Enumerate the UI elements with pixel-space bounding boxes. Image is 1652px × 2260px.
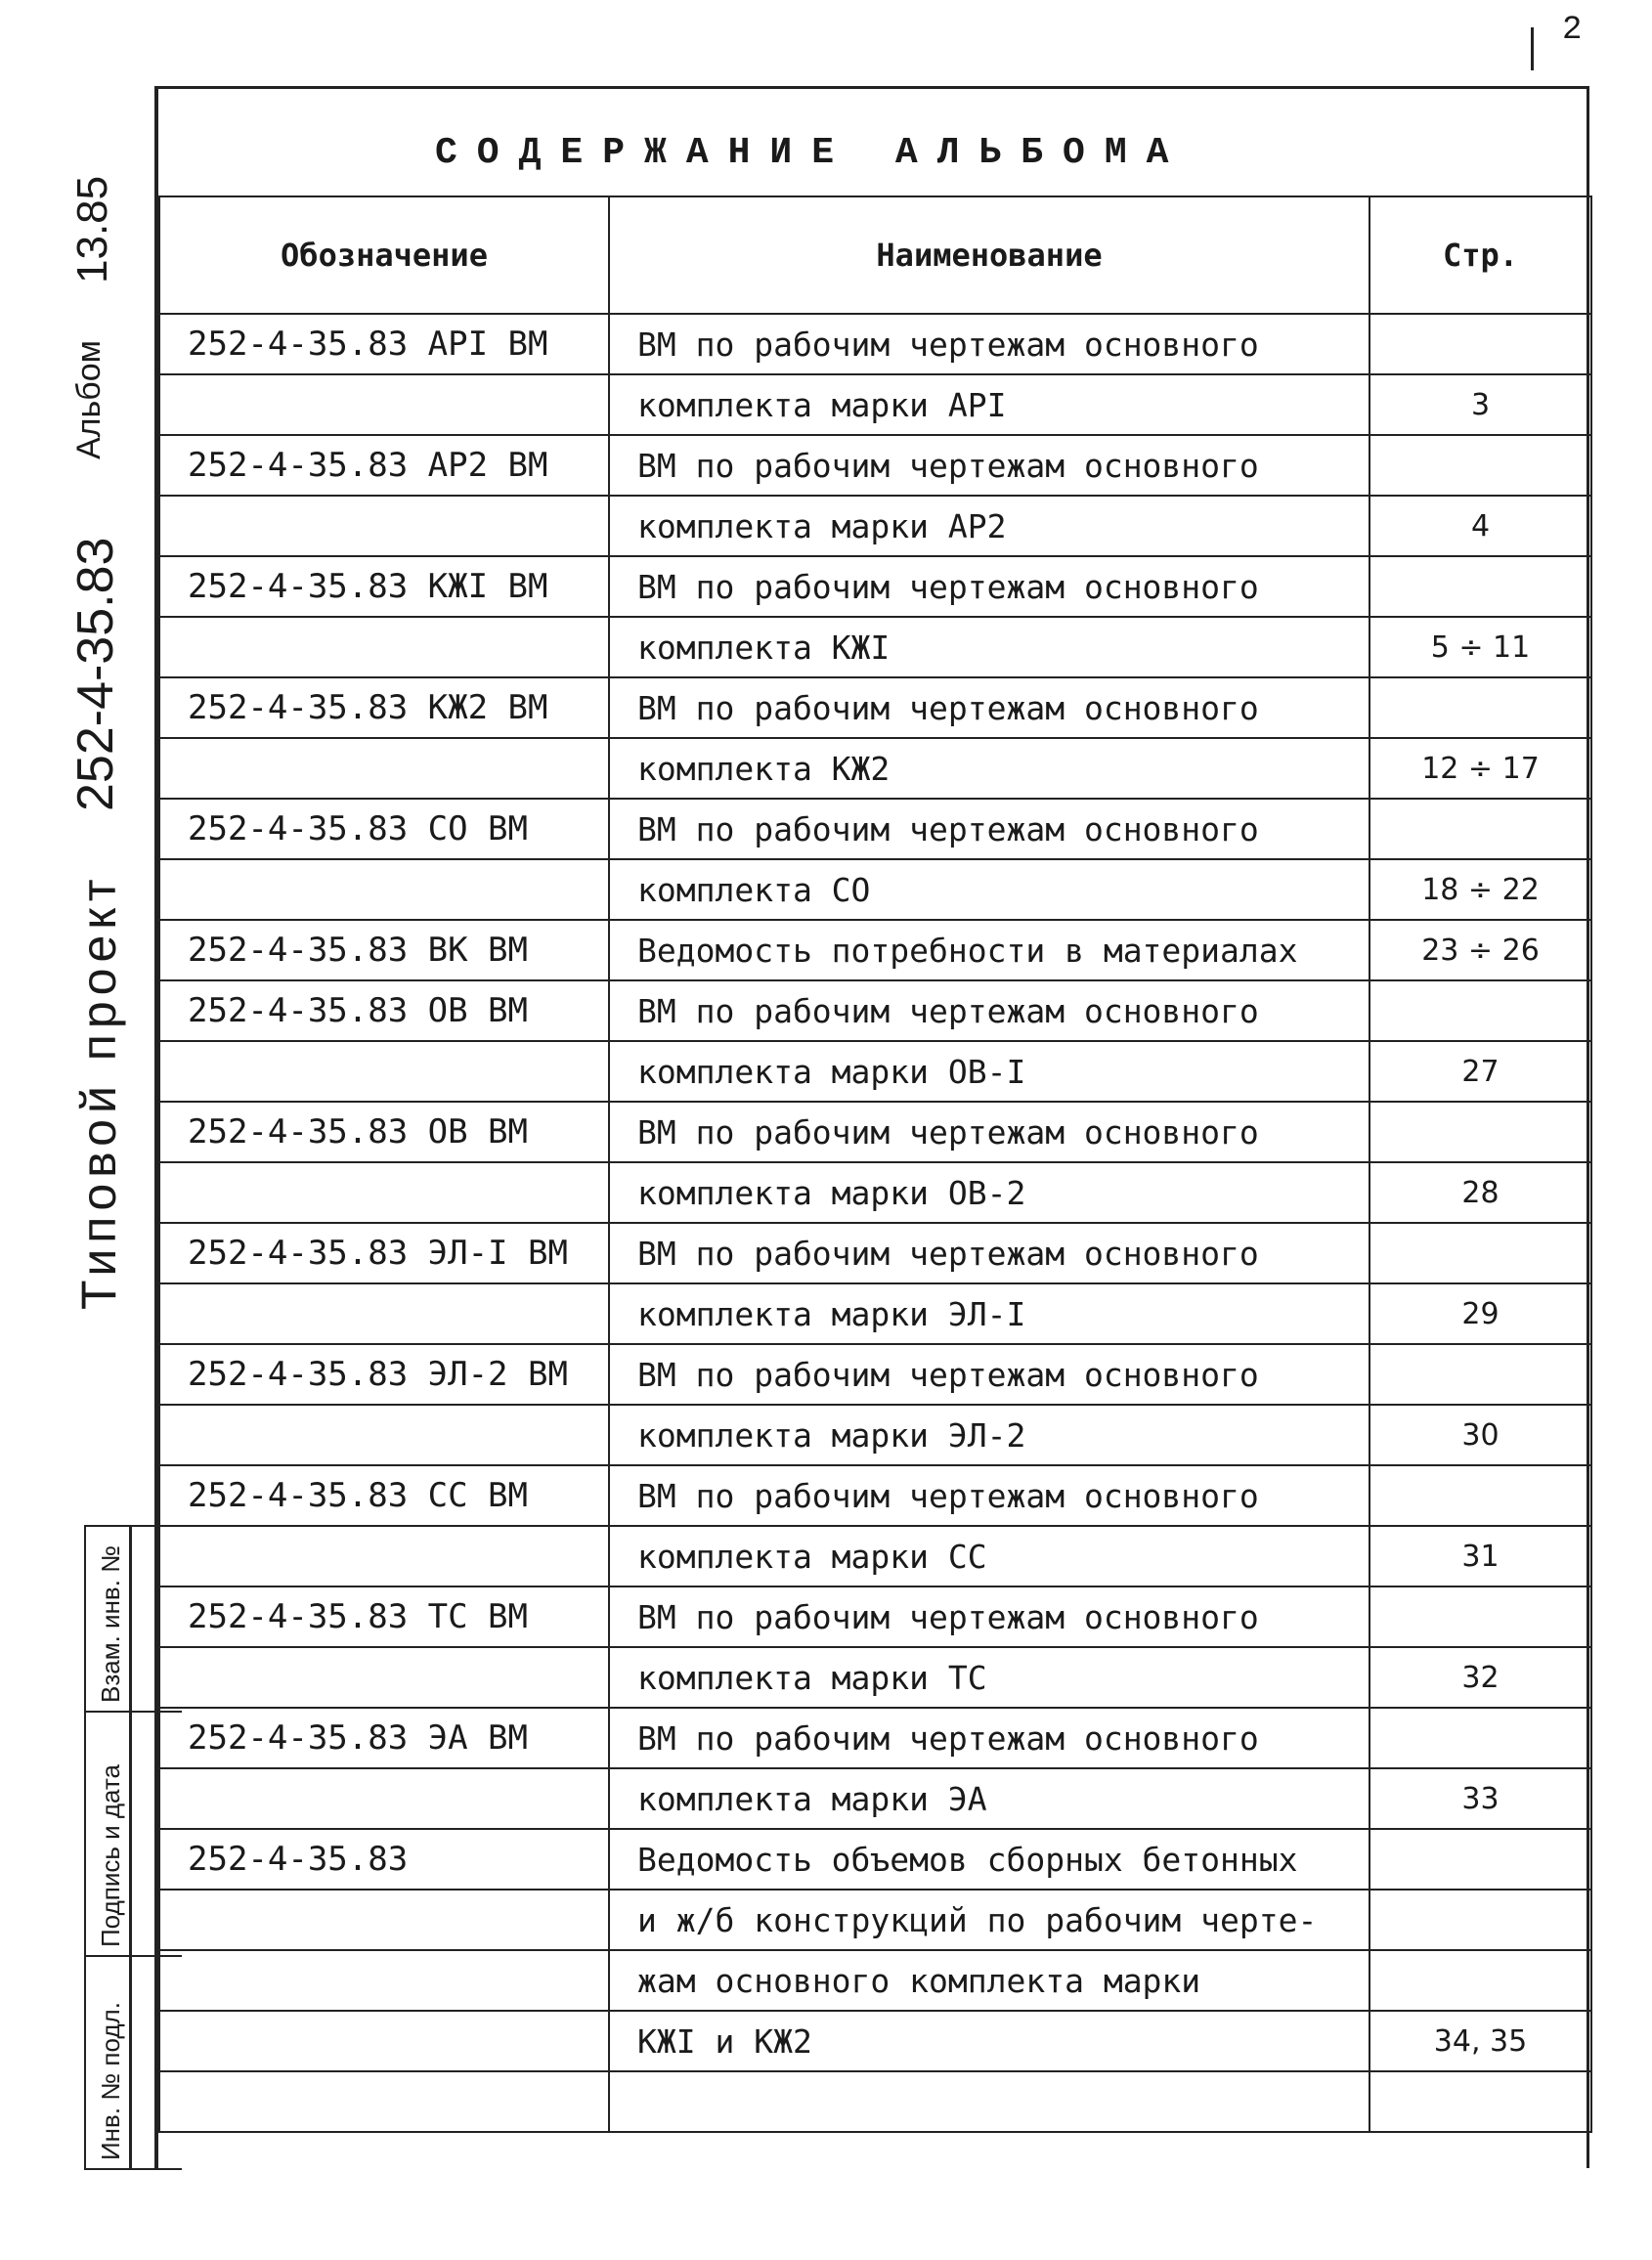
cell-page: 30 — [1369, 1405, 1591, 1465]
cell-page: 33 — [1369, 1768, 1591, 1829]
cell-name: КЖI и КЖ2 — [609, 2011, 1369, 2071]
cell-designation — [159, 1283, 609, 1344]
cell-name: ВМ по рабочим чертежам основного — [609, 1102, 1369, 1162]
table-row — [159, 1890, 1591, 1950]
stamp-cell-sign-date — [86, 1713, 182, 1957]
table-row — [159, 859, 1591, 920]
cell-designation — [159, 1890, 609, 1950]
cell-name: Ведомость объемов сборных бетонных — [609, 1829, 1369, 1890]
cell-name: комплекта марки ЭЛ-I — [609, 1283, 1369, 1344]
stamp-label-inv-orig: Инв. № подл. — [96, 2002, 125, 2160]
cell-name: ВМ по рабочим чертежам основного — [609, 980, 1369, 1041]
cell-page: 31 — [1369, 1526, 1591, 1586]
cell-designation: 252-4-35.83 ЭА ВМ — [159, 1708, 609, 1768]
cell-name: ВМ по рабочим чертежам основного — [609, 1344, 1369, 1405]
cell-page: 23 ÷ 26 — [1369, 920, 1591, 980]
album-number: 13.85 — [68, 175, 116, 283]
cell-name: комплекта марки ЭЛ-2 — [609, 1405, 1369, 1465]
table-row — [159, 1162, 1591, 1223]
table-row — [159, 920, 1591, 980]
table-row — [159, 1586, 1591, 1647]
page-title: СОДЕРЖАНИЕ АЛЬБОМА — [435, 132, 1189, 174]
stamp-cell-inv-replace — [86, 1527, 182, 1713]
cell-page: 34, 35 — [1369, 2011, 1591, 2071]
table-row — [159, 1405, 1591, 1465]
cell-name: ВМ по рабочим чертежам основного — [609, 556, 1369, 617]
cell-page: 4 — [1369, 496, 1591, 556]
cell-page — [1369, 1223, 1591, 1283]
cell-page — [1369, 1465, 1591, 1526]
table-row — [159, 1223, 1591, 1283]
table-row — [159, 1102, 1591, 1162]
table-row — [159, 435, 1591, 496]
cell-name: комплекта марки СС — [609, 1526, 1369, 1586]
album-label: Альбом — [70, 340, 108, 459]
cell-designation: 252-4-35.83 КЖI ВМ — [159, 556, 609, 617]
cell-page — [1369, 1102, 1591, 1162]
header-page: Стр. — [1369, 196, 1591, 314]
cell-page — [1369, 435, 1591, 496]
page-number: 2 — [1562, 12, 1583, 49]
cell-name: комплекта марки ЭА — [609, 1768, 1369, 1829]
cell-designation: 252-4-35.83 ВК ВМ — [159, 920, 609, 980]
page-number-rule — [1531, 27, 1534, 70]
cell-page: 29 — [1369, 1283, 1591, 1344]
cell-designation: 252-4-35.83 ОВ ВМ — [159, 1102, 609, 1162]
cell-name: комплекта марки ОВ-I — [609, 1041, 1369, 1102]
cell-designation — [159, 1405, 609, 1465]
table-row — [159, 677, 1591, 738]
cell-page — [1369, 1708, 1591, 1768]
cell-page — [1369, 1829, 1591, 1890]
table-row — [159, 1283, 1591, 1344]
cell-designation — [159, 374, 609, 435]
cell-page — [1369, 1950, 1591, 2011]
cell-name: комплекта марки ОВ-2 — [609, 1162, 1369, 1223]
header-name: Наименование — [609, 196, 1369, 314]
cell-designation — [159, 1162, 609, 1223]
table-row — [159, 1041, 1591, 1102]
table-row — [159, 2071, 1591, 2132]
cell-page — [1369, 314, 1591, 374]
table-row — [159, 314, 1591, 374]
cell-designation — [159, 1768, 609, 1829]
cell-page: 3 — [1369, 374, 1591, 435]
table-row — [159, 1950, 1591, 2011]
table-row — [159, 1344, 1591, 1405]
cell-designation — [159, 1526, 609, 1586]
cell-designation: 252-4-35.83 — [159, 1829, 609, 1890]
table-row — [159, 617, 1591, 677]
table-row — [159, 1768, 1591, 1829]
cell-page — [1369, 1586, 1591, 1647]
table-row — [159, 1647, 1591, 1708]
cell-page: 5 ÷ 11 — [1369, 617, 1591, 677]
cell-page — [1369, 980, 1591, 1041]
cell-designation — [159, 738, 609, 799]
cell-name: ВМ по рабочим чертежам основного — [609, 1586, 1369, 1647]
table-row — [159, 1465, 1591, 1526]
cell-name: ВМ по рабочим чертежам основного — [609, 799, 1369, 859]
cell-name: комплекта марки ТС — [609, 1647, 1369, 1708]
cell-name: ВМ по рабочим чертежам основного — [609, 1465, 1369, 1526]
table-row — [159, 556, 1591, 617]
cell-name: комплекта КЖI — [609, 617, 1369, 677]
project-code: 252-4-35.83 — [67, 537, 124, 811]
table-row — [159, 2011, 1591, 2071]
cell-designation — [159, 2011, 609, 2071]
header-designation: Обозначение — [159, 196, 609, 314]
approval-stamp — [84, 1525, 182, 2170]
cell-name: и ж/б конструкций по рабочим черте- — [609, 1890, 1369, 1950]
cell-page — [1369, 1344, 1591, 1405]
cell-page: 12 ÷ 17 — [1369, 738, 1591, 799]
cell-page — [1369, 677, 1591, 738]
cell-designation: 252-4-35.83 ОВ ВМ — [159, 980, 609, 1041]
cell-designation: 252-4-35.83 ЭЛ-2 ВМ — [159, 1344, 609, 1405]
cell-page: 32 — [1369, 1647, 1591, 1708]
cell-page — [1369, 799, 1591, 859]
table-row — [159, 1708, 1591, 1768]
cell-name: ВМ по рабочим чертежам основного — [609, 677, 1369, 738]
cell-designation — [159, 1041, 609, 1102]
cell-page — [1369, 1890, 1591, 1950]
table-row — [159, 496, 1591, 556]
cell-name: Ведомость потребности в материалах — [609, 920, 1369, 980]
cell-designation — [159, 1950, 609, 2011]
table-row — [159, 980, 1591, 1041]
cell-page — [1369, 2071, 1591, 2132]
cell-designation: 252-4-35.83 ЭЛ-I ВМ — [159, 1223, 609, 1283]
table-row — [159, 1526, 1591, 1586]
contents-table — [158, 196, 1592, 2133]
cell-designation — [159, 617, 609, 677]
cell-name: ВМ по рабочим чертежам основного — [609, 1708, 1369, 1768]
table-row — [159, 1829, 1591, 1890]
cell-page: 28 — [1369, 1162, 1591, 1223]
cell-designation: 252-4-35.83 ТС ВМ — [159, 1586, 609, 1647]
cell-page — [1369, 556, 1591, 617]
cell-designation: 252-4-35.83 СО ВМ — [159, 799, 609, 859]
stamp-cell-inv-orig — [86, 1957, 182, 2170]
cell-page: 27 — [1369, 1041, 1591, 1102]
cell-designation: 252-4-35.83 АР2 ВМ — [159, 435, 609, 496]
cell-name: жам основного комплекта марки — [609, 1950, 1369, 2011]
cell-name: ВМ по рабочим чертежам основного — [609, 435, 1369, 496]
cell-name: комплекта марки АР2 — [609, 496, 1369, 556]
cell-name: ВМ по рабочим чертежам основного — [609, 1223, 1369, 1283]
cell-designation — [159, 496, 609, 556]
cell-designation: 252-4-35.83 АРI ВМ — [159, 314, 609, 374]
table-row — [159, 799, 1591, 859]
cell-name: комплекта СО — [609, 859, 1369, 920]
cell-name: комплекта КЖ2 — [609, 738, 1369, 799]
cell-designation: 252-4-35.83 КЖ2 ВМ — [159, 677, 609, 738]
table-body — [159, 314, 1591, 2132]
cell-designation — [159, 1647, 609, 1708]
cell-designation — [159, 859, 609, 920]
table-header-row — [159, 196, 1591, 314]
stamp-label-inv-replace: Взам. инв. № — [96, 1544, 125, 1703]
cell-name: комплекта марки АРI — [609, 374, 1369, 435]
cell-designation — [159, 2071, 609, 2132]
table-row — [159, 374, 1591, 435]
cell-designation: 252-4-35.83 СС ВМ — [159, 1465, 609, 1526]
cell-name — [609, 2071, 1369, 2132]
cell-name: ВМ по рабочим чертежам основного — [609, 314, 1369, 374]
table-row — [159, 738, 1591, 799]
cell-page: 18 ÷ 22 — [1369, 859, 1591, 920]
stamp-label-sign-date: Подпись и дата — [96, 1763, 125, 1947]
project-type: Типовой проект — [71, 873, 126, 1310]
